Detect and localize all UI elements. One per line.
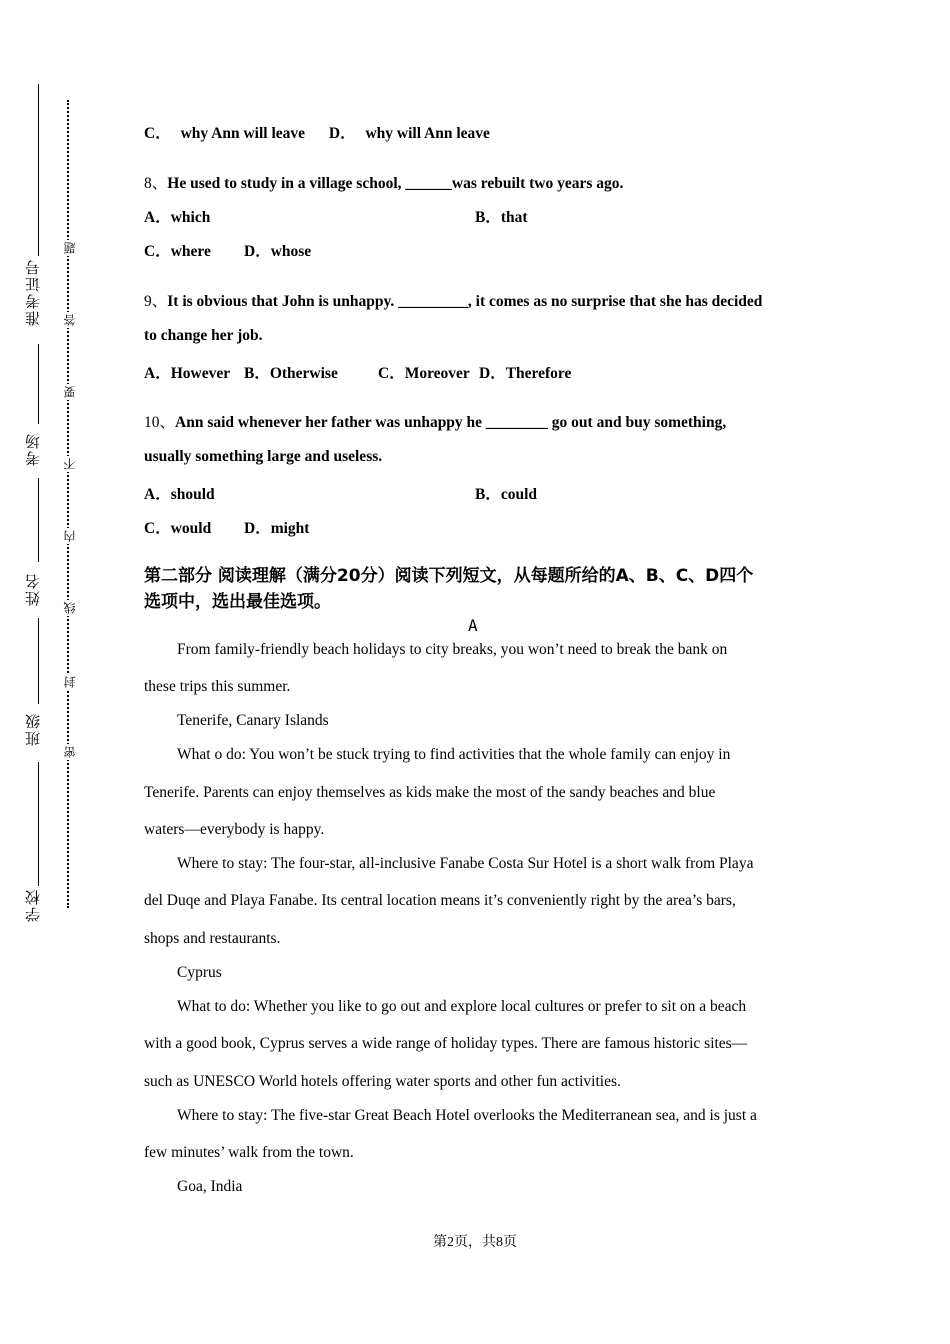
q9-option-b: B．Otherwise xyxy=(244,365,338,382)
seal-char: 密 xyxy=(63,746,77,758)
question-stem: Ann said whenever her father was unhappy he ________ go out and buy something, xyxy=(175,414,727,431)
passage-paragraph-cont: del Duqe and Playa Fanabe. Its central location means it’s conveniently right by the area’s bars, xyxy=(144,892,736,909)
margin-rule xyxy=(38,344,39,424)
question-stem: It is obvious that John is unhappy. _________, it comes as no surprise that she has decided xyxy=(167,293,763,310)
passage-paragraph-cont: shops and restaurants. xyxy=(144,930,281,947)
passage-paragraph-cont: few minutes’ walk from the town. xyxy=(144,1144,354,1161)
seal-line xyxy=(67,100,69,908)
passage-subheading: Goa, India xyxy=(177,1178,243,1195)
passage-paragraph-cont: Tenerife. Parents can enjoy themselves as kids make the most of the sandy beaches and blue xyxy=(144,784,716,801)
margin-label-class: 班级 xyxy=(24,712,42,746)
q7-option-c-letter: C． xyxy=(144,125,171,142)
question-8 xyxy=(144,171,623,193)
q8-option-b: B．that xyxy=(475,209,528,226)
q10-option-a: A．should xyxy=(144,486,215,503)
page-footer: 第2页，共8页 xyxy=(433,1235,517,1250)
margin-label-ticket-number: 准考证号 xyxy=(24,258,42,326)
question-number: 10、 xyxy=(144,414,176,431)
seal-char: 封 xyxy=(63,676,77,688)
q8-option-d: D．whose xyxy=(244,243,312,260)
passage-subheading: Cyprus xyxy=(177,964,222,981)
passage-paragraph: Where to stay: The five-star Great Beach Hotel overlooks the Mediterranean sea, and is just a xyxy=(177,1107,757,1124)
passage-paragraph-cont: waters—everybody is happy. xyxy=(144,821,325,838)
margin-label-name: 姓名 xyxy=(24,572,42,606)
q9-option-a: A．However xyxy=(144,365,231,382)
question-10 xyxy=(144,410,726,432)
seal-char: 内 xyxy=(63,530,77,542)
seal-char: 不 xyxy=(63,458,77,470)
passage-paragraph: From family-friendly beach holidays to city breaks, you won’t need to break the bank on xyxy=(177,641,728,658)
passage-paragraph: What o do: You won’t be stuck trying to find activities that the whole family can enjoy in xyxy=(177,746,731,763)
q7-option-d-letter: D． xyxy=(328,125,356,142)
passage-paragraph-cont: with a good book, Cyprus serves a wide range of holiday types. There are famous historic sites— xyxy=(144,1035,748,1052)
passage-subheading: Tenerife, Canary Islands xyxy=(177,712,329,729)
q9-option-d: D．Therefore xyxy=(479,365,572,382)
passage-letter: A xyxy=(468,616,478,635)
q8-option-c: C．where xyxy=(144,243,211,260)
seal-char: 要 xyxy=(63,386,77,398)
margin-rule xyxy=(38,618,39,704)
q7-option-d: why will Ann leave xyxy=(365,125,490,142)
seal-char: 题 xyxy=(63,242,77,254)
seal-char: 线 xyxy=(63,602,77,614)
question-9 xyxy=(144,289,762,311)
q10-option-d: D．might xyxy=(244,520,310,537)
q10-option-c: C．would xyxy=(144,520,212,537)
margin-rule xyxy=(38,84,39,256)
question-number: 9、 xyxy=(144,293,168,310)
margin-label-school: 学校 xyxy=(24,888,42,922)
passage-paragraph-cont: these trips this summer. xyxy=(144,678,291,695)
question-stem-continued: to change her job. xyxy=(144,327,263,344)
section-heading-line: 第二部分 阅读理解（满分20分）阅读下列短文，从每题所给的A、B、C、D四个 xyxy=(144,566,754,586)
q8-option-a: A．which xyxy=(144,209,211,226)
q7-option-c: why Ann will leave xyxy=(180,125,306,142)
q7-options xyxy=(144,121,490,143)
question-stem-continued: usually something large and useless. xyxy=(144,448,383,465)
passage-paragraph: Where to stay: The four-star, all-inclusive Fanabe Costa Sur Hotel is a short walk from Playa xyxy=(177,855,754,872)
q9-option-c: C．Moreover xyxy=(378,365,470,382)
question-number: 8、 xyxy=(144,175,168,192)
margin-label-exam-room: 考场 xyxy=(24,432,42,466)
passage-paragraph-cont: such as UNESCO World hotels offering water sports and other fun activities. xyxy=(144,1073,621,1090)
section-heading-line: 选项中，选出最佳选项。 xyxy=(144,592,331,612)
question-stem: He used to study in a village school, ______was rebuilt two years ago. xyxy=(167,175,624,192)
section-heading xyxy=(144,563,824,615)
seal-char: 答 xyxy=(63,314,77,326)
margin-rule xyxy=(38,762,39,886)
q10-option-b: B．could xyxy=(475,486,538,503)
margin-rule xyxy=(38,478,39,562)
passage-paragraph: What to do: Whether you like to go out and explore local cultures or prefer to sit on a beach xyxy=(177,998,747,1015)
